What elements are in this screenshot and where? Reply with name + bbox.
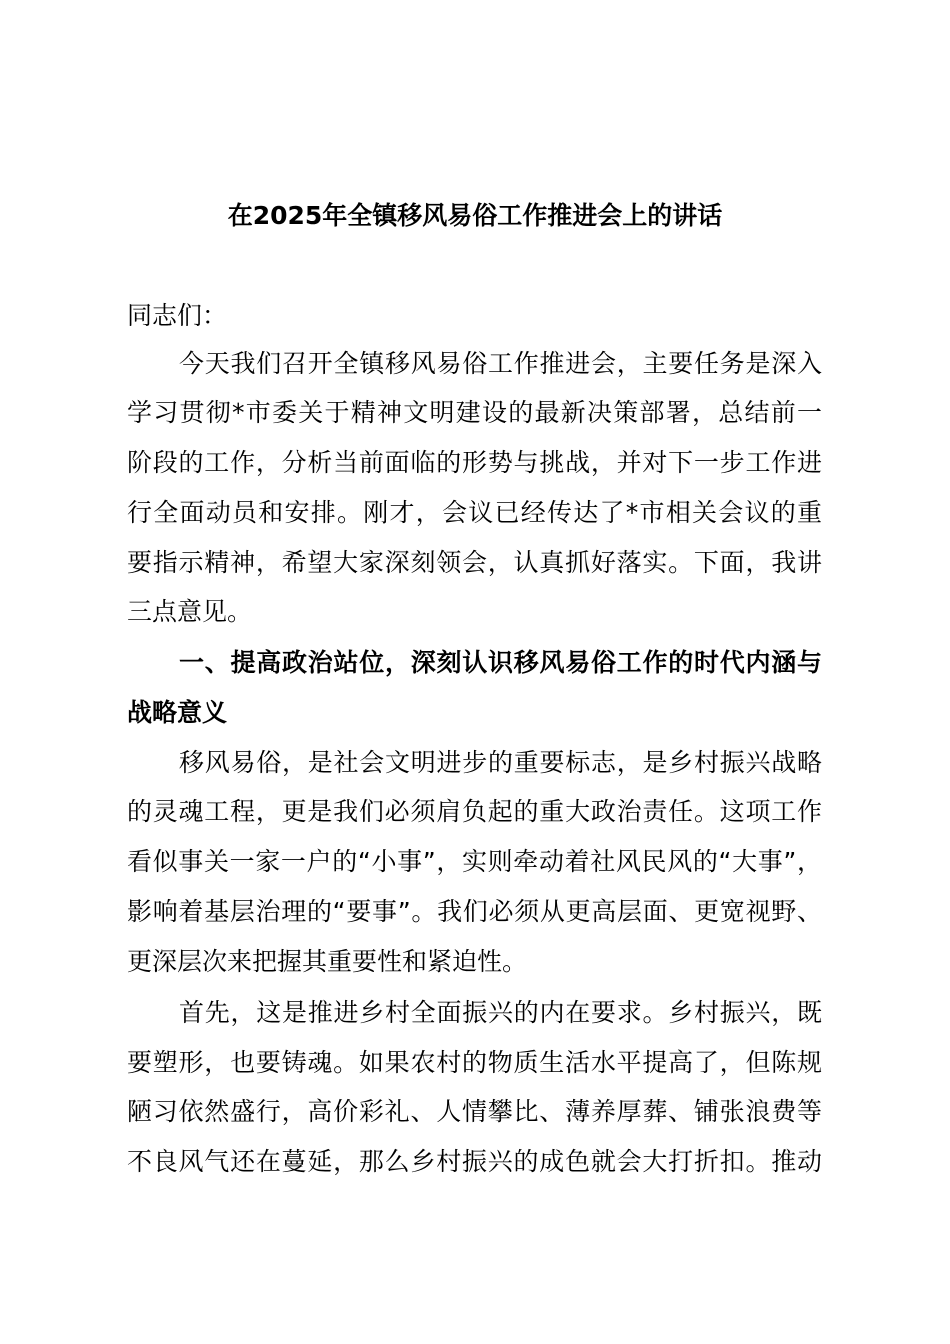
text-line: 要指示精神，希望大家深刻领会，认真抓好落实。下面，我讲: [127, 548, 822, 577]
heading-line: 一、提高政治站位，深刻认识移风易俗工作的时代内涵与: [179, 648, 822, 677]
text-line: 移风易俗，是社会文明进步的重要标志，是乡村振兴战略: [179, 748, 822, 777]
heading-line: 战略意义: [127, 698, 228, 727]
text-line: 更深层次来把握其重要性和紧迫性。: [127, 947, 528, 976]
text-line: 学习贯彻*市委关于精神文明建设的最新决策部署，总结前一: [127, 398, 822, 427]
text-line: 看似事关一家一户的“小事”，实则牵动着社风民风的“大事”，: [127, 847, 822, 876]
text-line: 要塑形，也要铸魂。如果农村的物质生活水平提高了，但陈规: [127, 1048, 822, 1077]
text-line: 今天我们召开全镇移风易俗工作推进会，主要任务是深入: [179, 349, 822, 378]
text-line: 阶段的工作，分析当前面临的形势与挑战，并对下一步工作进: [127, 448, 822, 477]
text-line: 影响着基层治理的“要事”。我们必须从更高层面、更宽视野、: [127, 897, 822, 926]
text-line: 首先，这是推进乡村全面振兴的内在要求。乡村振兴，既: [179, 998, 822, 1027]
text-line: 三点意见。: [127, 597, 253, 626]
text-line: 不良风气还在蔓延，那么乡村振兴的成色就会大打折扣。推动: [127, 1147, 822, 1176]
document-title: 在2025年全镇移风易俗工作推进会上的讲话: [227, 201, 723, 230]
salutation: 同志们：: [127, 301, 228, 330]
text-line: 的灵魂工程，更是我们必须肩负起的重大政治责任。这项工作: [127, 797, 822, 826]
text-line: 行全面动员和安排。刚才，会议已经传达了*市相关会议的重: [127, 498, 822, 527]
text-line: 陋习依然盛行，高价彩礼、人情攀比、薄养厚葬、铺张浪费等: [127, 1097, 822, 1126]
